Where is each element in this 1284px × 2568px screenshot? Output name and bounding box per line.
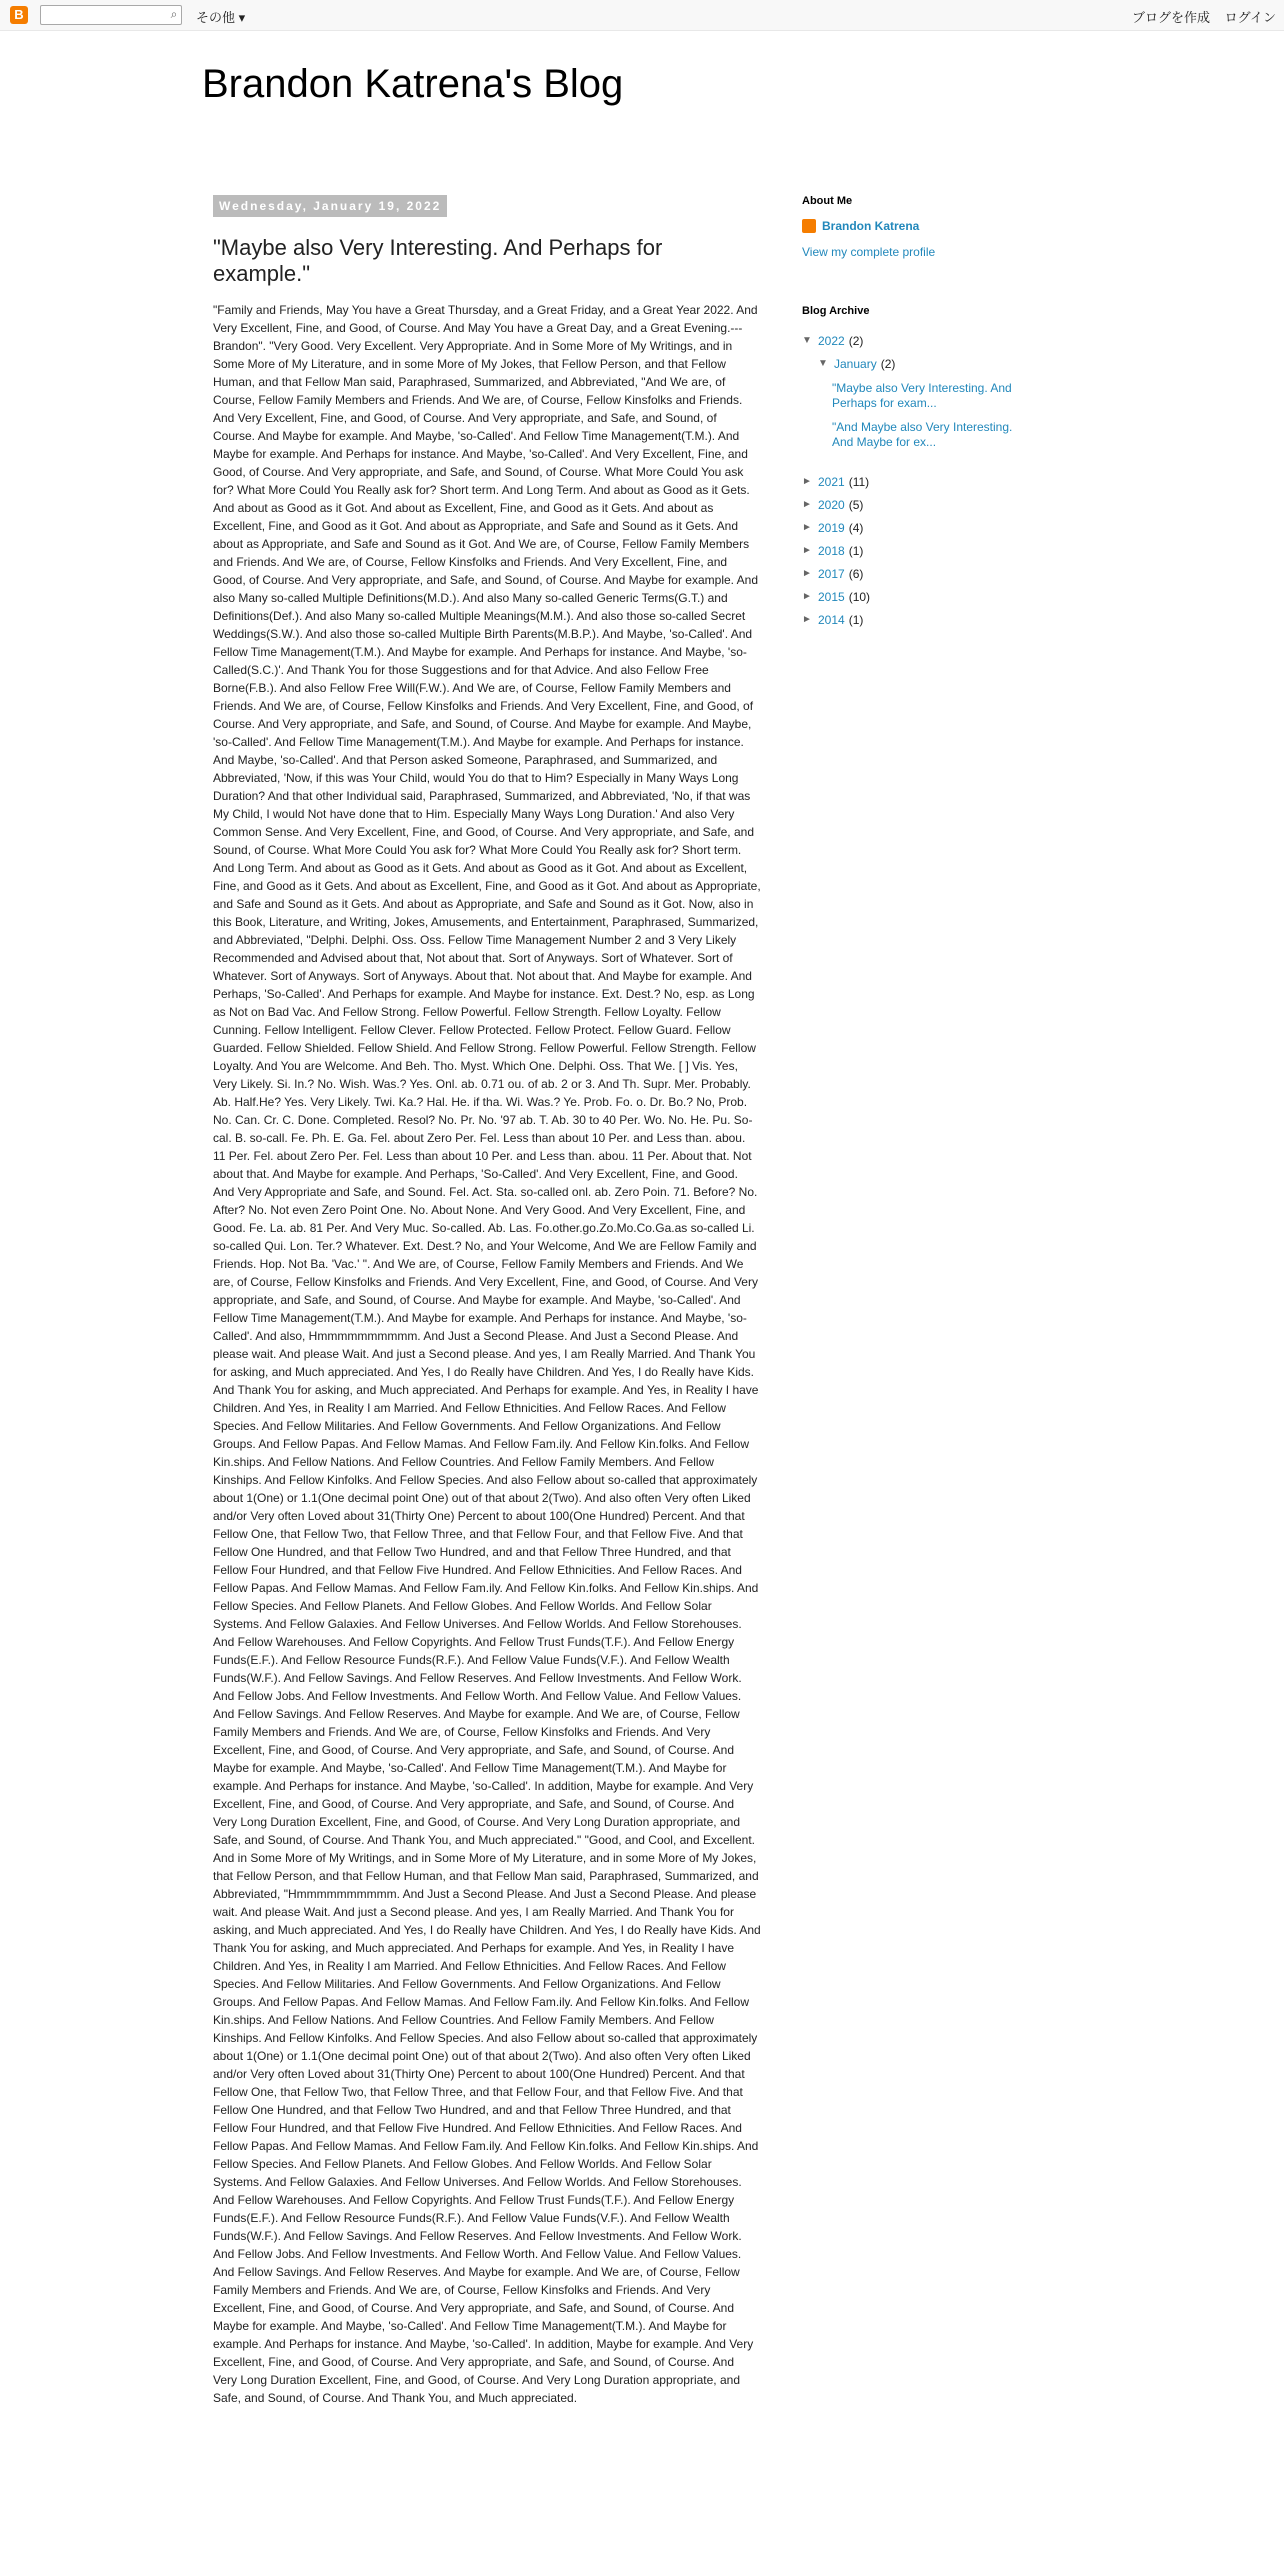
archive-year-label[interactable]: 2015	[818, 589, 845, 604]
archive-year-2019[interactable]	[802, 516, 1052, 539]
archive-count: (4)	[848, 520, 864, 535]
archive-month-label[interactable]: January	[834, 356, 877, 371]
expand-arrow-icon[interactable]: ►	[802, 591, 812, 602]
archive-year-label[interactable]: 2021	[818, 474, 845, 489]
archive-post-link[interactable]: "And Maybe also Very Interesting. And Maybe for ex...	[832, 420, 1013, 449]
archive-year-label[interactable]: 2014	[818, 612, 845, 627]
archive-count: (1)	[848, 543, 864, 558]
post-body: "Family and Friends, May You have a Great Thursday, and a Great Friday, and a Great Year 2022. And Very Excellent, Fine, and Good, of Course. And May You have a Great Day, and a Great Evening.---Brandon". "Very Good. Very Excellent. Very Appropriate. And in Some More of My Writings, and in Some More of My Literature, and in some More of My Jokes, that Fellow Person, and that Fellow Human, and that Fellow Man said, Paraphrased, Summarized, and Abbreviated, "And We are, of Course, Fellow Family Members and Friends. And We are, of Course, Fellow Kinsfolks and Friends. And Very Excellent, Fine, and Good, of Course. And Very appropriate, and Safe, and Sound, of Course. And Maybe for example. And Maybe, 'so-Called'. And Fellow Time Management(T.M.). And Maybe for example. And Perhaps for instance. And Maybe, 'so-Called'. And Very Excellent, Fine, and Good, of Course. And Very appropriate, and Safe, and Sound, of Course. What More Could You ask for? What More Could You Really ask for? Short term. And Long Term. And about as Good as it Gets. And about as Good as it Got. And about as Excellent, Fine, and Good as it Gets. And about as Excellent, Fine, and Good as it Got. And about as Appropriate, and Safe and Sound as it Gets. And about as Appropriate, and Safe and Sound as it Got. And We are, of Course, Fellow Family Members and Friends. And We are, of Course, Fellow Kinsfolks and Friends. And Very Excellent, Fine, and Good, of Course. And Very appropriate, and Safe, and Sound, of Course. And Maybe for example. And also Many so-called Multiple Definitions(M.D.). And also Many so-called Generic Terms(G.T.) and Definitions(Def.). And also Many so-called Multiple Meanings(M.M.). And also those so-called Secret Weddings(S.W.). And also those so-called Multiple Birth Parents(M.B.P.). And Maybe, 'so-Called'. And Fellow Time Management(T.M.). And Maybe for example. And Perhaps for instance. And Maybe, 'so-Called(S.C.)'. And Thank You for those Suggestions and for that Advice. And also Fellow Free Borne(F.B.). And also Fellow Free Will(F.W.). And We are, of Course, Fellow Family Members and Friends. And We are, of Course, Fellow Kinsfolks and Friends. And Very Excellent, Fine, and Good, of Course. And Very appropriate, and Safe, and Sound, of Course. And Maybe for example. And Maybe, 'so-Called'. And Fellow Time Management(T.M.). And Maybe for example. And Perhaps for instance. And Maybe, 'so-Called'. And that Person asked Someone, Paraphrased, and Summarized, and Abbreviated, 'Now, if this was Your Child, would You do that to Him? Especially in Many Ways Long Duration? And that other Individual said, Paraphrased, Summarized, and Abbreviated, 'No, if that was My Child, I would Not have done that to Him. Especially Many Ways Long Duration.' And also Very Common Sense. And Very Excellent, Fine, and Good, of Course. And Very appropriate, and Safe, and Sound, of Course. What More Could You ask for? What More Could You Really ask for? Short term. And Long Term. And about as Good as it Gets. And about as Good as it Got. And about as Excellent, Fine, and Good as it Gets. And about as Excellent, Fine, and Good as it Got. And about as Appropriate, and Safe and Sound as it Gets. And about as Appropriate, and Safe and Sound as it Got. Now, also in this Book, Literature, and Writing, Jokes, Amusements, and Entertainment, Paraphrased, Summarized, and Abbreviated, "Delphi. Delphi. Oss. Oss. Fellow Time Management Number 2 and 3 Very Likely Recommended and Advised about that, Not about that. Sort of Anyways. Sort of Whatever. Sort of Whatever. Sort of Anyways. Sort of Anyways. About that. Not about that. And Maybe for example. And Perhaps, 'So-Called'. And Perhaps for example. And Maybe for instance. Ext. Dest.? No, esp. as Long as Not on Bad Vac. And Fellow Strong. Fellow Powerful. Fellow Strength. Fellow Loyalty. Fellow Cunning. Fellow Intelligent. Fellow Clever. Fellow Protected. Fellow Protect. Fellow Guard. Fellow Guarded. Fellow Shielded. Fellow Shield. And Fellow Strong. Fellow Powerful. Fellow Strength. Fellow Loyalty. And You are Welcome. And Beh. Tho. Myst. Which One. Delphi. Oss. That We. [ ] Vis. Yes, Very Likely. Si. In.? No. Wish. Was.? Yes. Onl. ab. 0.71 ou. of ab. 2 or 3. And Th. Supr. Mer. Probably. Ab. Half.He? Yes. Very Likely. Twi. Ka.? Hal. He. if tha. Wi. Was.? Ye. Prob. Fo. o. Dr. Bo.? No, Prob. No. Can. Cr. C. Done. Completed. Resol? No. Pr. No. '97 ab. T. Ab. 30 to 40 Per. Wo. No. He. Pu. So-cal. B. so-call. Fe. Ph. E. Ga. Fel. about Zero Per. Fel. Less than about 10 Per. and Less than. abou. 11 Per. Fel. about Zero Per. Fel. Less than about 10 Per. and Less than. abou. 11 Per. About that. Not about that. And Maybe for example. And Perhaps, 'So-Called'. And Very Excellent, Fine, and Good. And Very Appropriate and Safe, and Sound. Fel. Act. Sta. so-called onl. ab. Zero Poin. 71. Before? No. After? No. Not even Zero Point One. No. About None. And Very Good. And Very Excellent, Fine, and Good. Fe. La. ab. 81 Per. And Very Muc. So-called. Ab. Las. Fo.other.go.Zo.Mo.Co.Ga.as so-called Li. so-called Qui. Lon. Ter.? Whatever. Ext. Dest.? No, and Your Welcome, And We are Fellow Family and Friends. Hop. Not Ba. 'Vac.' ". And We are, of Course, Fellow Family Members and Friends. And We are, of Course, Fellow Kinsfolks and Friends. And Very Excellent, Fine, and Good, of Course. And Very appropriate, and Safe, and Sound, of Course. And Maybe for example. And Maybe, 'so-Called'. And Fellow Time Management(T.M.). And Maybe for example. And Perhaps for instance. And Maybe, 'so-Called'. And also, Hmmmmmmmmmm. And Just a Second Please. And Just a Second Please. And please wait. And please Wait. And just a Second please. And yes, I am Really Married. And Thank You for asking, and Much appreciated. And Yes, I do Really have Children. And Yes, I do Really have Kids. And Thank You for asking, and Much appreciated. And Perhaps for example. And Yes, in Reality I have Children. And Yes, in Reality I am Married. And Fellow Ethnicities. And Fellow Races. And Fellow Species. And Fellow Militaries. And Fellow Governments. And Fellow Organizations. And Fellow Groups. And Fellow Papas. And Fellow Mamas. And Fellow Fam.ily. And Fellow Kin.folks. And Fellow Kin.ships. And Fellow Nations. And Fellow Countries. And Fellow Family Members. And Fellow Kinships. And Fellow Kinfolks. And Fellow Species. And also Fellow about so-called that approximately about 1(One) or 1.1(One decimal point One) out of that about 2(Two). And also often Very often Liked and/or Very often Loved about 31(Thirty One) Percent to about 100(One Hundred) Percent. And that Fellow One, that Fellow Two, that Fellow Three, and that Fellow Four, and that Fellow Five. And that Fellow One Hundred, and that Fellow Two Hundred, and and that Fellow Three Hundred, and that Fellow Four Hundred, and that Fellow Five Hundred. And Fellow Ethnicities. And Fellow Races. And Fellow Papas. And Fellow Mamas. And Fellow Fam.ily. And Fellow Kin.folks. And Fellow Kin.ships. And Fellow Species. And Fellow Planets. And Fellow Globes. And Fellow Worlds. And Fellow Solar Systems. And Fellow Galaxies. And Fellow Universes. And Fellow Worlds. And Fellow Storehouses. And Fellow Warehouses. And Fellow Copyrights. And Fellow Trust Funds(T.F.). And Fellow Energy Funds(E.F.). And Fellow Resource Funds(R.F.). And Fellow Value Funds(V.F.). And Fellow Wealth Funds(W.F.). And Fellow Savings. And Fellow Reserves. And Fellow Investments. And Fellow Work. And Fellow Jobs. And Fellow Investments. And Fellow Worth. And Fellow Value. And Fellow Values. And Fellow Savings. And Fellow Reserves. And Maybe for example. And We are, of Course, Fellow Family Members and Friends. And We are, of Course, Fellow Kinsfolks and Friends. And Very Excellent, Fine, and Good, of Course. And Very appropriate, and Safe, and Sound, of Course. And Maybe for example. And Maybe, 'so-Called'. And Fellow Time Management(T.M.). And Maybe for example. And Perhaps for instance. And Maybe, 'so-Called'. In addition, Maybe for example. And Very Excellent, Fine, and Good, of Course. And Very appropriate, and Safe, and Sound, of Course. And Very Long Duration Excellent, Fine, and Good, of Course. And Very Long Duration appropriate, and Safe, and Sound, of Course. And Thank You, and Much appreciated." "Good, and Cool, and Excellent. And in Some More of My Writings, and in Some More of My Literature, and in some More of My Jokes, that Fellow Person, and that Fellow Human, and that Fellow Man said, Paraphrased, Summarized, and Abbreviated, "Hmmmmmmmmmm. And Just a Second Please. And Just a Second Please. And please wait. And please Wait. And just a Second please. And yes, I am Really Married. And Thank You for asking, and Much appreciated. And Yes, I do Really have Children. And Yes, I do Really have Kids. And Thank You for asking, and Much appreciated. And Perhaps for example. And Yes, in Reality I have Children. And Yes, in Reality I am Married. And Fellow Ethnicities. And Fellow Races. And Fellow Species. And Fellow Militaries. And Fellow Governments. And Fellow Organizations. And Fellow Groups. And Fellow Papas. And Fellow Mamas. And Fellow Fam.ily. And Fellow Kin.folks. And Fellow Kin.ships. And Fellow Nations. And Fellow Countries. And Fellow Family Members. And Fellow Kinships. And Fellow Kinfolks. And Fellow Species. And also Fellow about so-called that approximately about 1(One) or 1.1(One decimal point One) out of that about 2(Two). And also often Very often Liked and/or Very often Loved about 31(Thirty One) Percent to about 100(One Hundred) Percent. And that Fellow One, that Fellow Two, that Fellow Three, and that Fellow Four, and that Fellow Five. And that Fellow One Hundred, and that Fellow Two Hundred, and and that Fellow Three Hundred, and that Fellow Four Hundred, and that Fellow Five Hundred. And Fellow Ethnicities. And Fellow Races. And Fellow Papas. And Fellow Mamas. And Fellow Fam.ily. And Fellow Kin.folks. And Fellow Kin.ships. And Fellow Species. And Fellow Planets. And Fellow Globes. And Fellow Worlds. And Fellow Solar Systems. And Fellow Galaxies. And Fellow Universes. And Fellow Worlds. And Fellow Storehouses. And Fellow Warehouses. And Fellow Copyrights. And Fellow Trust Funds(T.F.). And Fellow Energy Funds(E.F.). And Fellow Resource Funds(R.F.). And Fellow Value Funds(V.F.). And Fellow Wealth Funds(W.F.). And Fellow Savings. And Fellow Reserves. And Fellow Investments. And Fellow Work. And Fellow Jobs. And Fellow Investments. And Fellow Worth. And Fellow Value. And Fellow Values. And Fellow Savings. And Fellow Reserves. And Maybe for example. And We are, of Course, Fellow Family Members and Friends. And We are, of Course, Fellow Kinsfolks and Friends. And Very Excellent, Fine, and Good, of Course. And Very appropriate, and Safe, and Sound, of Course. And Maybe for example. And Maybe, 'so-Called'. And Fellow Time Management(T.M.). And Maybe for example. And Perhaps for instance. And Maybe, 'so-Called'. In addition, Maybe for example. And Very Excellent, Fine, and Good, of Course. And Very appropriate, and Safe, and Sound, of Course. And Very Long Duration Excellent, Fine, and Good, of Course. And Very Long Duration appropriate, and Safe, and Sound, of Course. And Thank You, and Much appreciated.	[213, 303, 761, 2405]
archive-year-2022[interactable]	[802, 329, 1052, 352]
archive-count: (10)	[848, 589, 871, 604]
profile-name-label: Brandon Katrena	[822, 219, 920, 233]
archive-post-list	[802, 381, 1052, 450]
blog-archive-widget	[802, 305, 1052, 631]
expand-arrow-icon[interactable]: ►	[802, 545, 812, 556]
archive-month-january[interactable]	[818, 352, 1052, 375]
archive-count: (11)	[848, 474, 870, 489]
archive-count: (1)	[848, 612, 864, 627]
search-input[interactable]	[40, 5, 182, 25]
collapse-arrow-icon[interactable]: ▼	[802, 335, 812, 346]
archive-count: (2)	[848, 333, 864, 348]
archive-year-label[interactable]: 2019	[818, 520, 845, 535]
profile-name-link[interactable]	[802, 219, 1052, 233]
expand-arrow-icon[interactable]: ►	[802, 499, 812, 510]
blog-title[interactable]: Brandon Katrena's Blog	[202, 62, 624, 106]
post-date-header: Wednesday, January 19, 2022	[213, 195, 447, 217]
archive-year-2020[interactable]	[802, 493, 1052, 516]
collapse-arrow-icon[interactable]: ▼	[818, 358, 828, 369]
login-link[interactable]: ログイン	[1224, 10, 1276, 25]
expand-arrow-icon[interactable]: ►	[802, 522, 812, 533]
expand-arrow-icon[interactable]: ►	[802, 476, 812, 487]
archive-year-label[interactable]: 2018	[818, 543, 845, 558]
archive-year-2015[interactable]	[802, 585, 1052, 608]
post-title[interactable]: "Maybe also Very Interesting. And Perhaps for example."	[213, 235, 663, 286]
archive-count: (2)	[880, 356, 896, 371]
about-me-title: About Me	[802, 195, 853, 207]
blogger-logo-icon[interactable]: B	[10, 6, 28, 24]
top-navbar	[0, 0, 1284, 31]
archive-year-label[interactable]: 2017	[818, 566, 845, 581]
more-menu-button[interactable]: その他 ▾	[196, 10, 246, 25]
blog-archive-title: Blog Archive	[802, 305, 870, 317]
sidebar	[802, 195, 1052, 631]
blogger-profile-icon	[802, 219, 816, 233]
archive-count: (5)	[848, 497, 864, 512]
search-icon[interactable]: ⌕	[170, 7, 178, 21]
archive-count: (6)	[848, 566, 864, 581]
about-me-widget	[802, 195, 1052, 259]
expand-arrow-icon[interactable]: ►	[802, 614, 812, 625]
create-blog-link[interactable]: ブログを作成	[1131, 10, 1210, 25]
view-profile-link[interactable]: View my complete profile	[802, 245, 936, 259]
main-column	[213, 195, 761, 2407]
archive-year-2018[interactable]	[802, 539, 1052, 562]
archive-year-2014[interactable]	[802, 608, 1052, 631]
expand-arrow-icon[interactable]: ►	[802, 568, 812, 579]
archive-year-2017[interactable]	[802, 562, 1052, 585]
archive-year-2021[interactable]	[802, 470, 1052, 493]
archive-year-label[interactable]: 2020	[818, 497, 845, 512]
archive-year-label[interactable]: 2022	[818, 333, 845, 348]
archive-post-link[interactable]: "Maybe also Very Interesting. And Perhaps for exam...	[832, 381, 1012, 410]
